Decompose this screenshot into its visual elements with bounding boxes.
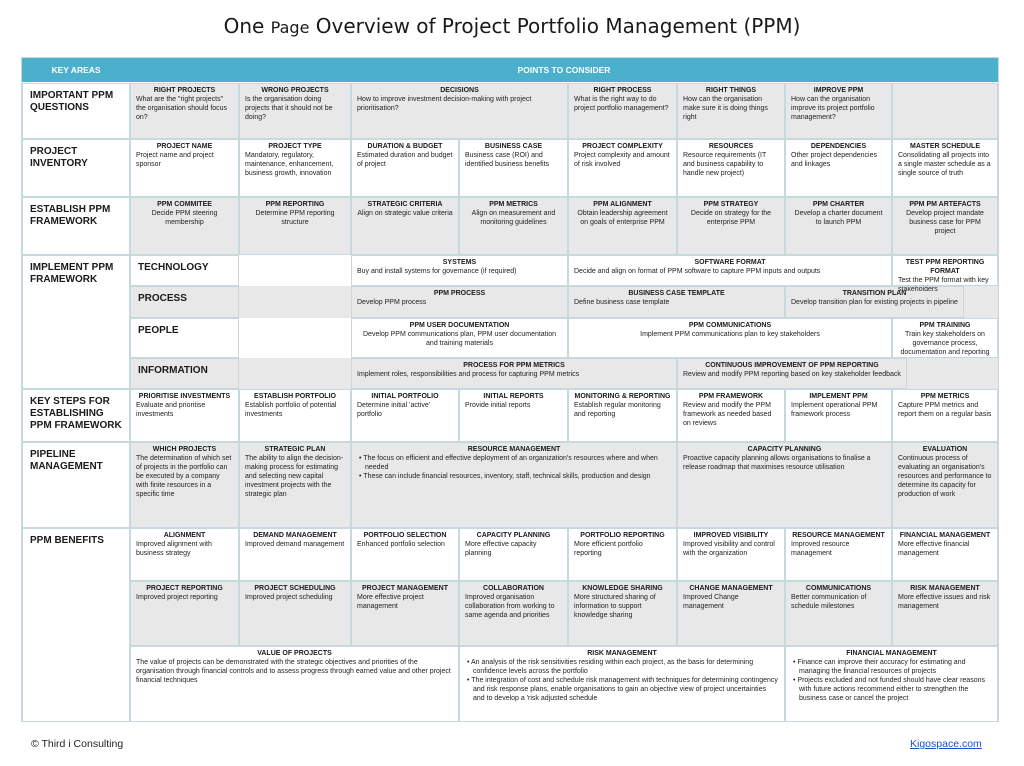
cell-title: TRANSITION PLAN — [842, 290, 907, 297]
cell-title: ALIGNMENT — [163, 532, 206, 539]
cell-title: IMPLEMENT PPM — [809, 393, 868, 400]
cell-desc: More efficient portfolio reporting — [574, 541, 643, 557]
cell-title: IMPROVED VISIBILITY — [693, 532, 769, 539]
cell-title: PROJECT MANAGEMENT — [362, 585, 448, 592]
cell-desc: Buy and install systems for governance (if required) — [357, 268, 517, 275]
key-areas-label: KEY AREAS — [51, 65, 101, 75]
establish-cell — [568, 197, 677, 255]
cell-desc: Improved resource management — [791, 541, 850, 557]
establish-cell — [785, 197, 892, 255]
technology-cell — [568, 255, 892, 286]
bullet-content: The focus on efficient and effective deployment of an organization's resources where and when needed — [363, 455, 658, 471]
benefit-cell — [459, 528, 568, 581]
page-title: One Page Overview of Project Portfolio Management (PPM) — [223, 14, 801, 38]
section-questions — [22, 83, 130, 139]
inventory-cell — [351, 139, 459, 197]
people-cell — [568, 318, 892, 358]
cell-desc: What are the "right projects" the organisation should focus on? — [136, 96, 228, 121]
cell-desc: Enhanced portfolio selection — [357, 541, 445, 548]
cell-title: RESOURCE MANAGEMENT — [467, 446, 561, 453]
establish-cell — [892, 197, 998, 255]
section-label: IMPLEMENT PPM FRAMEWORK — [30, 262, 114, 285]
cell-desc: Decide on strategy for the enterprise PPM — [690, 210, 772, 226]
cell-title: PPM PM ARTEFACTS — [909, 201, 981, 208]
points-header — [130, 58, 998, 82]
benefit-value — [130, 646, 459, 722]
cell-title: PPM REPORTING — [265, 201, 325, 208]
inventory-cell — [892, 139, 998, 197]
section-steps — [22, 389, 130, 442]
benefit-cell — [239, 528, 351, 581]
sublabel-process — [130, 286, 239, 318]
sublabel-technology — [130, 255, 239, 286]
cell-title: MONITORING & REPORTING — [574, 393, 671, 400]
cell-desc: The value of projects can be demonstrated with the strategic objectives and priorities of the organisation through financial controls and to assess progress through earned value and other project financial techniques — [136, 659, 451, 684]
section-inventory — [22, 139, 130, 197]
cell-desc: Capture PPM metrics and report them on a regular basis — [898, 402, 992, 418]
benefit-cell — [130, 581, 239, 646]
benefit-cell — [785, 581, 892, 646]
process-cell — [351, 286, 568, 318]
cell-title: BUSINESS CASE — [484, 143, 543, 150]
cell-title: PPM PROCESS — [433, 290, 486, 297]
step-cell — [892, 389, 998, 442]
inventory-cell — [785, 139, 892, 197]
cell-title: DEPENDENCIES — [810, 143, 867, 150]
key-areas-header — [22, 58, 130, 82]
cell-title: SYSTEMS — [442, 259, 477, 266]
cell-desc: Provide initial reports — [465, 402, 531, 409]
question-cell — [130, 83, 239, 139]
sublabel-text: INFORMATION — [138, 365, 208, 376]
cell-desc: Business case (ROI) and identified business benefits — [465, 152, 550, 168]
cell-title: PPM CHARTER — [812, 201, 865, 208]
cell-desc: How can the organisation improve its project portfolio management? — [791, 96, 875, 121]
cell-title: RESOURCES — [708, 143, 754, 150]
cell-title: PPM ALIGNMENT — [593, 201, 652, 208]
section-label: PIPELINE MANAGEMENT — [30, 449, 103, 472]
step-cell — [239, 389, 351, 442]
cell-desc: Align on strategic value criteria — [357, 210, 453, 217]
cell-title: RIGHT PROCESS — [593, 87, 652, 94]
step-cell — [130, 389, 239, 442]
inventory-cell — [459, 139, 568, 197]
benefit-cell — [677, 528, 785, 581]
benefit-cell — [892, 581, 998, 646]
cell-title: PROJECT NAME — [156, 143, 213, 150]
cell-title: IMPROVE PPM — [813, 87, 864, 94]
bullet-content: Projects excluded and not funded should have clear reasons with future actions recommend either to strengthen the business case or cancel the project — [797, 677, 985, 702]
cell-desc: How to improve investment decision-making with project prioritisation? — [357, 96, 532, 112]
cell-title: WRONG PROJECTS — [261, 87, 329, 94]
cell-title: BUSINESS CASE TEMPLATE — [628, 290, 725, 297]
cell-title: PRIORITISE INVESTMENTS — [138, 393, 231, 400]
cell-desc: More structured sharing of information to support knowledge sharing — [574, 594, 656, 619]
cell-title: PORTFOLIO SELECTION — [363, 532, 447, 539]
step-cell — [785, 389, 892, 442]
section-label: ESTABLISH PPM FRAMEWORK — [30, 204, 111, 227]
information-cell — [351, 358, 677, 389]
cell-title: PORTFOLIO REPORTING — [580, 532, 665, 539]
cell-desc: Resource requirements (IT and business capability to handle new project) — [683, 152, 767, 177]
question-cell — [568, 83, 677, 139]
cell-desc: Develop project mandate business case for PPM project — [906, 210, 984, 235]
cell-desc: The determination of which set of projects in the portfolio can be executed by a company with finite resources in a specific time — [136, 455, 232, 498]
cell-title: INITIAL REPORTS — [483, 393, 544, 400]
cell-title: WHICH PROJECTS — [152, 446, 217, 453]
cell-title: PPM COMMITEE — [157, 201, 212, 208]
cell-desc: Develop a charter document to launch PPM — [794, 210, 883, 226]
cell-desc: Decide PPM steering membership — [151, 210, 218, 226]
question-cell — [677, 83, 785, 139]
cell-title: RIGHT PROJECTS — [153, 87, 216, 94]
bullet-icon: • — [359, 473, 364, 480]
people-cell — [351, 318, 568, 358]
cell-title: COLLABORATION — [483, 585, 544, 592]
benefit-cell — [892, 528, 998, 581]
benefit-cell — [351, 581, 459, 646]
section-label: KEY STEPS FOR ESTABLISHING PPM FRAMEWORK — [30, 396, 122, 431]
cell-title: PPM STRATEGY — [703, 201, 759, 208]
benefit-cell — [677, 581, 785, 646]
cell-desc: Establish portfolio of potential investments — [245, 402, 337, 418]
cell-desc: Determine initial 'active' portfolio — [357, 402, 431, 418]
cell-title: KNOWLEDGE SHARING — [582, 585, 663, 592]
cell-desc: Train key stakeholders on governance process, documentation and reporting — [900, 331, 990, 356]
points-label: POINTS TO CONSIDER — [517, 65, 611, 75]
cell-desc: Develop transition plan for existing projects in pipeline — [791, 299, 958, 306]
establish-cell — [239, 197, 351, 255]
technology-cell — [892, 255, 998, 293]
step-cell — [351, 389, 459, 442]
cell-desc: More effective capacity planning — [465, 541, 537, 557]
kigospace-link[interactable]: Kigospace.com — [910, 738, 982, 750]
cell-desc: The ability to align the decision-making process for estimating and selecting new capital investment projects with the strategic plan — [245, 455, 344, 498]
benefit-cell — [568, 581, 677, 646]
cell-title: RIGHT THINGS — [705, 87, 757, 94]
question-cell — [785, 83, 892, 139]
cell-desc: Improved demand management — [245, 541, 345, 548]
benefit-cell — [459, 581, 568, 646]
bullet-text — [357, 454, 671, 472]
cell-title: PPM COMMUNICATIONS — [688, 322, 772, 329]
question-cell — [239, 83, 351, 139]
cell-title: PROJECT COMPLEXITY — [582, 143, 663, 150]
section-implement — [22, 255, 130, 389]
step-cell — [459, 389, 568, 442]
cell-title: CAPACITY PLANNING — [747, 446, 822, 453]
cell-desc: Other project dependencies and linkages — [791, 152, 877, 168]
cell-desc: What is the right way to do project portfolio management? — [574, 96, 669, 112]
cell-desc: More effective issues and risk management — [898, 594, 991, 610]
inventory-cell — [130, 139, 239, 197]
cell-desc: Establish regular monitoring and reporting — [574, 402, 661, 418]
cell-desc: Is the organisation doing projects that it should not be doing? — [245, 96, 333, 121]
cell-desc: Improved project reporting — [136, 594, 218, 601]
cell-desc: Improved alignment with business strategy — [136, 541, 212, 557]
cell-title: PROJECT SCHEDULING — [254, 585, 336, 592]
cell-desc: Implement operational PPM framework process — [791, 402, 878, 418]
cell-desc: Estimated duration and budget of project — [357, 152, 453, 168]
cell-title: PROCESS FOR PPM METRICS — [463, 362, 565, 369]
section-label: PPM BENEFITS — [30, 535, 104, 546]
bullet-content: An analysis of the risk sensitivities residing within each project, as the basis for determining confidence levels across the portfolio — [471, 659, 754, 675]
people-cell — [892, 318, 998, 358]
cell-title: MASTER SCHEDULE — [909, 143, 980, 150]
copyright-text: © Third i Consulting — [31, 738, 124, 750]
benefit-cell — [785, 528, 892, 581]
bullet-icon: • — [793, 659, 798, 666]
benefit-risk — [459, 646, 785, 722]
bullet-icon: • — [467, 677, 472, 684]
cell-title: CAPACITY PLANNING — [476, 532, 551, 539]
sublabel-text: PROCESS — [138, 293, 187, 304]
establish-cell — [677, 197, 785, 255]
sublabel-text: PEOPLE — [138, 325, 179, 336]
cell-title: TEST PPM REPORTING FORMAT — [905, 259, 985, 275]
section-label: PROJECT INVENTORY — [30, 146, 88, 169]
cell-desc: Implement PPM communications plan to key stakeholders — [640, 331, 820, 338]
technology-cell — [351, 255, 568, 286]
bullet-icon: • — [467, 659, 472, 666]
cell-desc: How can the organisation make sure it is doing things right — [683, 96, 768, 121]
question-cell — [351, 83, 568, 139]
bullet-text — [465, 658, 779, 676]
benefit-financial — [785, 646, 998, 722]
cell-title: DECISIONS — [440, 87, 479, 94]
cell-title: RISK MANAGEMENT — [910, 585, 980, 592]
cell-title: VALUE OF PROJECTS — [257, 650, 332, 657]
sublabel-information — [130, 358, 239, 389]
bullet-content: Finance can improve their accuracy for estimating and managing the financial resources of projects — [797, 659, 966, 675]
establish-cell — [130, 197, 239, 255]
benefit-cell — [130, 528, 239, 581]
cell-title: PPM METRICS — [920, 393, 970, 400]
cell-desc: Project complexity and amount of risk involved — [574, 152, 670, 168]
sublabel-text: TECHNOLOGY — [138, 262, 209, 273]
cell-desc: Continuous process of evaluating an organisation's resources and performance to determine its capacity for production of work — [898, 455, 992, 498]
cell-title: SOFTWARE FORMAT — [694, 259, 766, 266]
bullet-text — [791, 676, 992, 703]
ppm-overview-table — [21, 57, 999, 722]
cell-title: RISK MANAGEMENT — [587, 650, 657, 657]
cell-desc: Mandatory, regulatory, maintenance, enhancement, business growth, innovation — [245, 152, 334, 177]
cell-title: CHANGE MANAGEMENT — [689, 585, 773, 592]
section-establish — [22, 197, 130, 255]
cell-title: PPM TRAINING — [919, 322, 971, 329]
section-benefits — [22, 528, 130, 722]
cell-desc: Test the PPM format with key stakeholders — [898, 277, 989, 293]
cell-desc: Implement roles, responsibilities and process for capturing PPM metrics — [357, 371, 580, 378]
cell-desc: Proactive capacity planning allows organisations to finalise a release roadmap that maximises resource utilisation — [683, 455, 871, 471]
cell-title: PPM FRAMEWORK — [698, 393, 764, 400]
cell-desc: Consolidating all projects into a single master schedule as a single source of truth — [898, 152, 991, 177]
inventory-cell — [677, 139, 785, 197]
benefit-cell — [239, 581, 351, 646]
cell-desc: Obtain leadership agreement on goals of enterprise PPM — [577, 210, 668, 226]
pipeline-resource — [351, 442, 677, 528]
bullet-text — [465, 676, 779, 703]
bullet-content: These can include financial resources, inventory, staff, technical skills, production and design — [363, 473, 651, 480]
cell-desc: Review and modify PPM reporting based on key stakeholder feedback — [683, 371, 901, 378]
bullet-icon: • — [793, 677, 798, 684]
section-label: IMPORTANT PPM QUESTIONS — [30, 90, 114, 113]
cell-title: EVALUATION — [922, 446, 968, 453]
inventory-cell — [568, 139, 677, 197]
inventory-cell — [239, 139, 351, 197]
cell-desc: More effective project management — [357, 594, 424, 610]
cell-desc: Define business case template — [574, 299, 670, 306]
cell-desc: Improved Change management — [683, 594, 739, 610]
cell-desc: More effective financial management — [898, 541, 970, 557]
cell-title: FINANCIAL MANAGEMENT — [899, 532, 991, 539]
step-cell — [568, 389, 677, 442]
cell-title: FINANCIAL MANAGEMENT — [846, 650, 937, 657]
benefit-cell — [568, 528, 677, 581]
cell-desc: Decide and align on format of PPM software to capture PPM inputs and outputs — [574, 268, 821, 275]
cell-desc: Better communication of schedule milestones — [791, 594, 867, 610]
cell-desc: Improved visibility and control with the organization — [683, 541, 775, 557]
cell-title: CONTINUOUS IMPROVEMENT OF PPM REPORTING — [705, 362, 879, 369]
bullet-content: The integration of cost and schedule risk management with techniques for determining contingency and risk response plans, enable organisations to gain an objective view of project uncertainties and to develop a 'risk adjusted schedule — [471, 677, 778, 702]
cell-title: ESTABLISH PORTFOLIO — [254, 393, 336, 400]
establish-cell — [459, 197, 568, 255]
cell-title: PROJECT TYPE — [268, 143, 322, 150]
cell-desc: Develop PPM communications plan, PPM user documentation and training materials — [363, 331, 556, 347]
establish-cell — [351, 197, 459, 255]
cell-desc: Improved organisation collaboration from working to same agenda and priorities — [465, 594, 555, 619]
cell-title: STRATEGIC CRITERIA — [367, 201, 443, 208]
pipeline-evaluation — [892, 442, 998, 528]
cell-title: PPM USER DOCUMENTATION — [409, 322, 510, 329]
cell-title: COMMUNICATIONS — [805, 585, 872, 592]
bullet-text — [791, 658, 992, 676]
cell-desc: Align on measurement and monitoring guidelines — [471, 210, 556, 226]
cell-title: PPM METRICS — [489, 201, 538, 208]
cell-desc: Develop PPM process — [357, 299, 427, 306]
pipeline-which — [130, 442, 239, 528]
process-cell — [568, 286, 785, 318]
step-cell — [677, 389, 785, 442]
cell-title: PROJECT REPORTING — [146, 585, 223, 592]
empty-cell — [892, 83, 998, 139]
cell-title: DURATION & BUDGET — [367, 143, 443, 150]
benefit-cell — [351, 528, 459, 581]
bullet-text — [357, 472, 671, 481]
cell-title: RESOURCE MANAGEMENT — [792, 532, 885, 539]
cell-title: INITIAL PORTFOLIO — [371, 393, 439, 400]
cell-desc: Determine PPM reporting structure — [255, 210, 335, 226]
cell-title: DEMAND MANAGEMENT — [253, 532, 337, 539]
section-pipeline — [22, 442, 130, 528]
pipeline-strategic — [239, 442, 351, 528]
bullet-icon: • — [359, 455, 364, 462]
cell-desc: Evaluate and prioritise investments — [136, 402, 206, 418]
cell-title: STRATEGIC PLAN — [264, 446, 326, 453]
cell-desc: Improved project scheduling — [245, 594, 333, 601]
process-cell — [785, 286, 964, 318]
cell-desc: Review and modify the PPM framework as needed based on reviews — [683, 402, 772, 427]
sublabel-people — [130, 318, 239, 358]
information-cell — [677, 358, 907, 389]
cell-desc: Project name and project sponsor — [136, 152, 214, 168]
pipeline-capacity — [677, 442, 892, 528]
